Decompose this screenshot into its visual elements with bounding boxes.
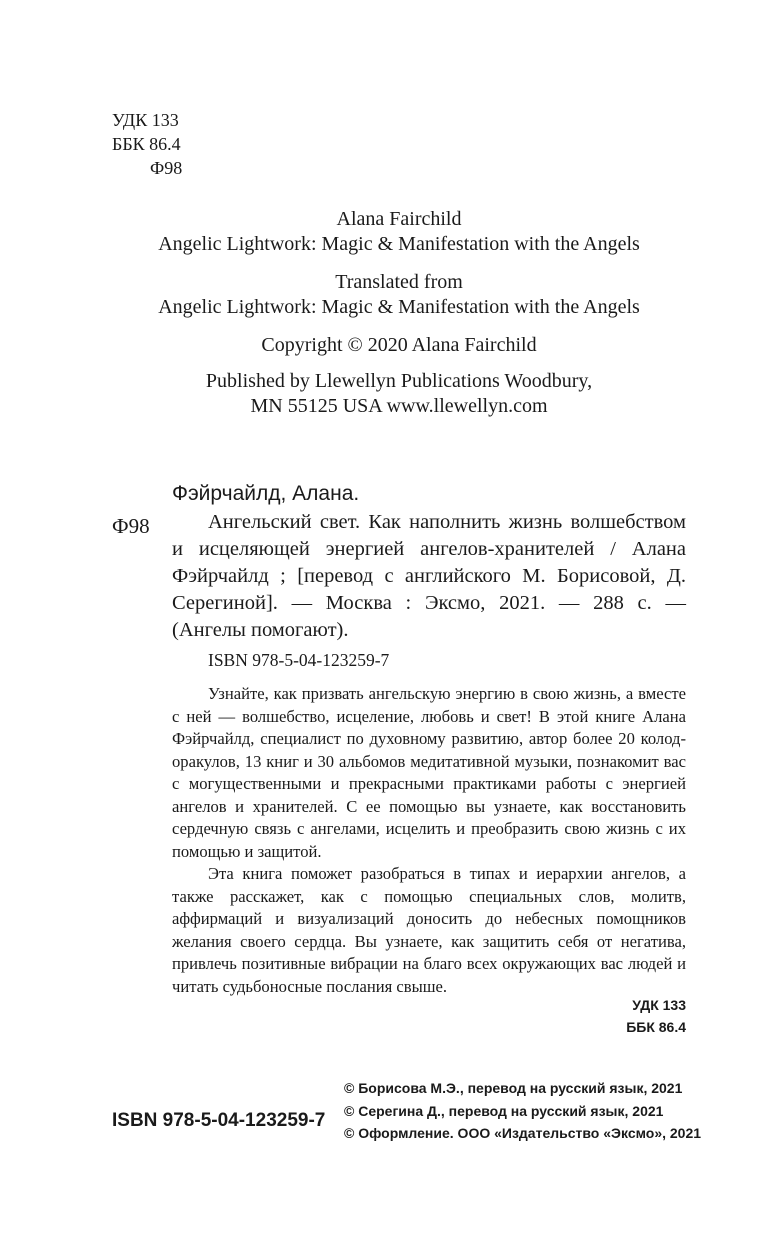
original-author: Alana Fairchild [336,208,462,230]
bottom-classification-block [560,994,686,1038]
bbk-code-bottom: ББК 86.4 [626,1019,686,1035]
translated-from-label: Translated from [335,271,463,293]
original-copyright [0,333,768,358]
copyright-line-translator-2: © Серегина Д., перевод на русский язык, 2021 [344,1102,664,1119]
author-mark-top: Ф98 [150,158,183,178]
catalog-author: Фэйрчайлд, Алана. [172,482,360,505]
annotation-paragraph-2: Эта книга поможет разобраться в типах и иерархии ангелов, а также расскажет, как с помощью специальных слов, молитв, аффирмаций и визуализаций доносить до небесных помощников желания своего сердца. Вы узнаете, как защитить себя от негатива, привлечь позитивные вибрации на благо всех окружающих вас людей и читать судьбоносные послания свыше. [172,864,686,996]
top-classification-block [112,108,182,180]
translated-from-block [0,270,768,320]
publisher-line-2: MN 55125 USA www.llewellyn.com [250,395,548,417]
copyright-line-design: © Оформление. ООО «Издательство «Эксмо», 2021 [344,1125,702,1141]
original-edition-info [0,207,768,257]
publisher-line-1: Published by Llewellyn Publications Woodbury, [205,370,593,392]
bbk-code-top: ББК 86.4 [112,134,181,154]
udk-code-bottom: УДК 133 [632,997,686,1013]
annotation-paragraph-1: Узнайте, как призвать ангельскую энергию в свою жизнь, а вместе с ней — волшебство, исцеление, любовь и свет! В этой книге Алана Фэйрчайлд, специалист по духовному развитию, автор более 20 колод-оракулов, 13 книг и 30 альбомов медитативной музыки, познакомит вас с могущественными и прекрасными практиками работы с энергией ангелов и хранителей. С ее помощью вы узнаете, как восстановить сердечную связь с ангелами, исцелить и преобразить свою жизнь с их помощью и защитой. [172,684,686,861]
copyright-line-translator-1: © Борисова М.Э., перевод на русский язык, 2021 [344,1080,683,1096]
catalog-description: Ангельский свет. Как наполнить жизнь волшебством и исцеляющей энергией ангелов-хранителей / Алана Фэйрчайлд ; [перевод с английского М. Борисовой, Д. Серегиной]. — Москва : Эксмо, 2021. — 288 с. — (Ангелы помогают). [172,511,686,641]
copyright-line: Copyright © 2020 Alana Fairchild [261,334,537,356]
annotation [172,683,686,998]
copyright-block [344,1077,701,1145]
catalog-code: Ф98 [112,514,150,538]
translated-title: Angelic Lightwork: Magic & Manifestation with the Angels [158,296,640,318]
catalog-isbn: ISBN 978-5-04-123259-7 [208,650,390,670]
udk-code-top: УДК 133 [112,110,179,130]
footer-isbn: ISBN 978-5-04-123259-7 [112,1110,326,1131]
original-title: Angelic Lightwork: Magic & Manifestation with the Angels [158,233,640,255]
publisher-block [0,369,768,419]
